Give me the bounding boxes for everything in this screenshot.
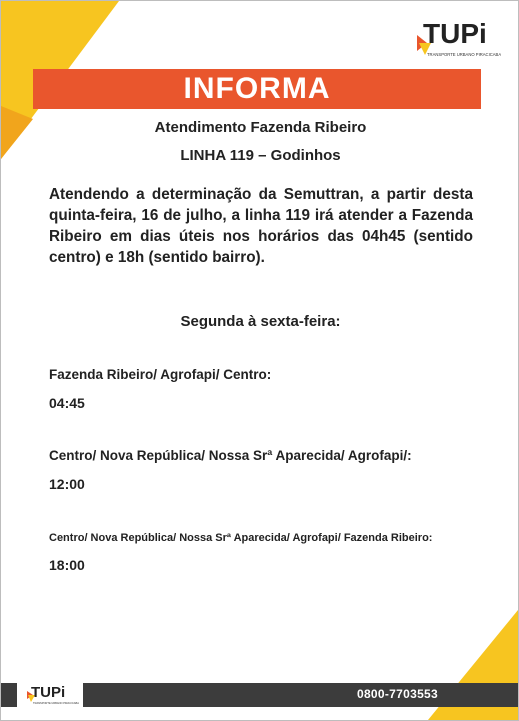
route-label: Centro/ Nova República/ Nossa Srª Aparecida/ Agrofapi/ Fazenda Ribeiro: [49,532,433,544]
route-label: Centro/ Nova República/ Nossa Srª Aparecida/ Agrofapi/: [49,448,412,463]
notice-line: centro) e 18h (sentido bairro). [49,249,265,266]
notice-line: Atendendo a determinação da Semuttran, a partir desta [49,186,473,203]
schedule-days-heading: Segunda à sexta-feira: [180,313,341,330]
phone-number: 0800-7703553 [356,687,438,701]
svg-text:TRANSPORTE URBANO PIRACICABA: TRANSPORTE URBANO PIRACICABA [427,52,501,57]
footer-logo-container [17,679,83,709]
notice-line: Ribeiro em dias úteis nos horários das 04h45 (sentido [49,228,473,245]
route-time: 18:00 [49,557,85,573]
svg-text:TRANSPORTE URBANO PIRACICABA: TRANSPORTE URBANO PIRACICABA [33,702,79,705]
notice-body [49,184,473,268]
route-time: 04:45 [49,395,85,411]
notice-line: quinta-feira, 16 de julho, a linha 119 irá atender a Fazenda [49,207,473,224]
notice-title: Atendimento Fazenda Ribeiro [154,119,367,136]
informa-banner: INFORMA [33,69,481,109]
svg-text:TUPi: TUPi [423,18,487,49]
line-title: LINHA 119 – Godinhos [180,147,341,164]
route-label: Fazenda Ribeiro/ Agrofapi/ Centro: [49,367,272,382]
tupi-logo [413,13,501,61]
svg-text:TUPi: TUPi [31,684,66,701]
tupi-logo-small [17,679,83,709]
route-time: 12:00 [49,476,85,492]
